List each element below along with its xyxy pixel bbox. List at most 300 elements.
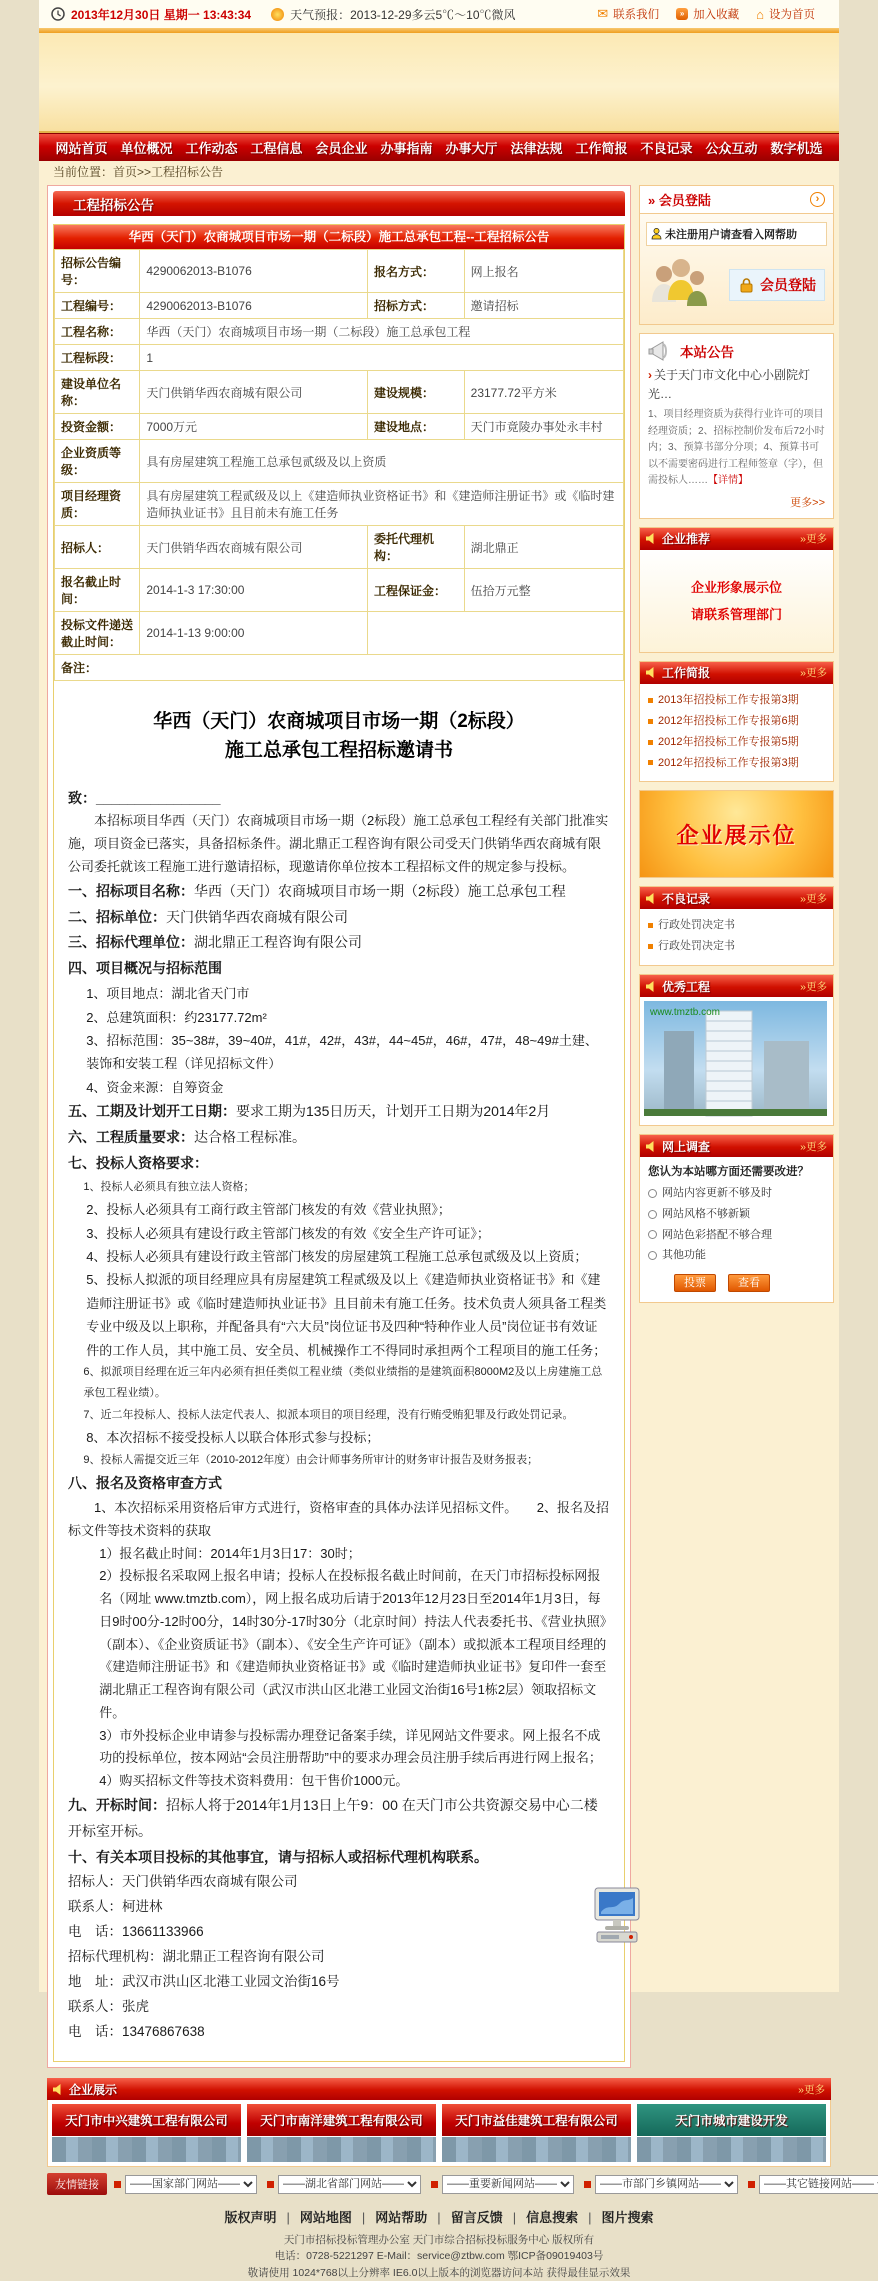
work-brief-more-link[interactable]: »更多 — [800, 667, 827, 680]
letter-line — [68, 1845, 610, 1871]
letter-line-text: 地 址：武汉市洪山区北港工业园文治街16号 — [68, 1974, 340, 1990]
letter-line-heading: 五、工期及计划开工日期： — [68, 1103, 236, 1120]
tab-tender-announcement[interactable]: 工程招标公告 — [73, 197, 154, 213]
letter-line-text: 联系人：张虎 — [68, 1999, 149, 2015]
radio-icon[interactable] — [648, 1251, 657, 1260]
letter-line — [68, 1970, 610, 1995]
speaker-icon — [53, 2084, 64, 2095]
company-banner[interactable] — [637, 2104, 826, 2162]
letter-line — [68, 1029, 610, 1076]
row-label: 委托代理机构： — [367, 526, 464, 569]
letter-line-text: 7、近二年投标人、投标人法定代表人、拟派本项目的项目经理，没有行贿受贿犯罪及行政处罚记录。 — [83, 1408, 574, 1421]
letter-line — [68, 810, 610, 878]
bad-record-title: 不良记录 — [662, 891, 711, 906]
online-poll-header — [640, 1135, 833, 1157]
row-value: 华西（天门）农商城项目市场一期（二标段）施工总承包工程 — [140, 319, 624, 345]
notice-detail-link[interactable]: 【详情】 — [708, 475, 748, 487]
member-login-body — [640, 214, 833, 324]
letter-line-heading: 一、招标项目名称： — [68, 882, 194, 899]
nav-item[interactable]: 数字机选 — [770, 141, 823, 156]
row-label: 建设规模： — [367, 371, 464, 414]
letter-line — [68, 1895, 610, 1920]
page — [39, 0, 839, 2279]
company-photo — [637, 2136, 826, 2162]
add-favorite-link[interactable]: 加入收藏 — [693, 9, 740, 21]
nav-item[interactable]: 工作动态 — [185, 141, 238, 156]
letter-line-text: 3、投标人必须具有建设行政主管部门核发的有效《安全生产许可证》； — [86, 1225, 490, 1241]
row-label: 工程名称： — [55, 319, 140, 345]
login-row — [646, 256, 827, 314]
letter-line — [68, 1362, 610, 1405]
megaphone-icon — [648, 340, 674, 362]
friend-links-label: 友情链接 — [47, 2173, 107, 2195]
square-bullet-icon — [648, 719, 653, 724]
letter-line-heading: 十、有关本项目投标的其他事宜，请与招标人或招标代理机构联系。 — [68, 1848, 488, 1865]
sun-icon — [271, 8, 284, 21]
company-photo — [52, 2136, 241, 2162]
table-row — [55, 371, 624, 414]
nav-item[interactable]: 办事大厅 — [445, 141, 498, 156]
envelope-icon: ✉ — [597, 6, 609, 21]
site-banner — [39, 33, 839, 133]
letter-line-text: 2、总建筑面积：约23177.72m² — [86, 1009, 267, 1025]
register-help-link[interactable] — [646, 222, 827, 246]
bad-record-header — [640, 887, 833, 909]
site-notice-title: 本站公告 — [680, 345, 734, 360]
lock-icon — [738, 277, 755, 294]
fine-project-title: 优秀工程 — [662, 979, 711, 994]
letter-line-text: 2、投标人必须具有工商行政主管部门核发的有效《营业执照》； — [86, 1202, 451, 1218]
footer-nav-item[interactable]: 网站帮助 | — [375, 2210, 450, 2225]
main-nav — [39, 133, 839, 161]
company-name: 天门市南洋建筑工程有限公司 — [247, 2104, 436, 2136]
work-brief-header — [640, 662, 833, 684]
company-banner[interactable] — [247, 2104, 436, 2162]
row-value: 23177.72平方米 — [464, 371, 623, 414]
square-bullet-icon — [748, 2181, 755, 2188]
speaker-icon — [646, 1141, 657, 1152]
speaker-icon — [646, 893, 657, 904]
letter-line-heading: 八、报名及资格审查方式 — [68, 1475, 222, 1492]
main-panel — [47, 185, 631, 2068]
row-value: 天门供销华西农商城有限公司 — [140, 371, 368, 414]
letter-line-text: 招标代理机构：湖北鼎正工程咨询有限公司 — [68, 1949, 325, 1965]
square-bullet-icon — [267, 2181, 274, 2188]
company-banner[interactable] — [52, 2104, 241, 2162]
work-brief-item-text: 2012年招投标工作专报第3期 — [658, 756, 799, 769]
company-name: 天门市城市建设开发 — [637, 2104, 826, 2136]
register-help-text: 未注册用户请查看入网帮助 — [665, 229, 797, 241]
photo-watermark: www.tmztb.com — [650, 1007, 721, 1019]
letter-line-text: 4、投标人必须具有建设行政主管部门核发的房屋建筑工程施工总承包贰级及以上资质； — [86, 1249, 588, 1265]
content-area — [39, 183, 839, 2068]
letter-line-text: 华西（天门）农商城项目市场一期（2标段）施工总承包工程 — [194, 882, 566, 899]
bad-record-list — [640, 909, 833, 965]
expand-arrow-icon[interactable]: › — [810, 192, 825, 207]
letter-line-heading: 致： — [68, 789, 96, 806]
enterprise-recommend-box — [639, 527, 834, 653]
footer-nav — [39, 2207, 839, 2226]
work-brief-item[interactable] — [648, 753, 825, 774]
letter-line — [68, 1565, 610, 1724]
work-brief-list — [640, 684, 833, 782]
row-label: 报名截止时间： — [55, 569, 140, 612]
member-login-label: 会员登陆 — [760, 277, 816, 293]
rss-icon: » — [676, 8, 688, 20]
bad-record-box — [639, 886, 834, 966]
letter-line — [68, 930, 610, 956]
footer-copyright — [39, 2232, 839, 2281]
radio-icon[interactable] — [648, 1230, 657, 1239]
members-people-graphic — [648, 256, 712, 314]
letter-line — [68, 1177, 610, 1198]
letter-line-heading: 三、招标代理单位： — [68, 934, 194, 951]
poll-option[interactable] — [648, 1245, 825, 1266]
letter-line-text: 1、项目地点：湖北省天门市 — [86, 986, 250, 1002]
enterprise-showcase-header — [47, 2078, 831, 2100]
letter-line — [68, 786, 610, 811]
letter-title-line2: 施工总承包工程招标邀请书 — [224, 740, 453, 762]
member-login-title: » 会员登陆 — [648, 193, 711, 208]
row-label: 工程保证金： — [367, 569, 464, 612]
fine-project-box — [639, 974, 834, 1126]
letter-line-text: 4）购买招标文件等技术资料费用：包干售价1000元。 — [99, 1773, 409, 1789]
row-value-empty — [367, 612, 623, 655]
letter-line — [68, 1995, 610, 2020]
notice-detail — [648, 407, 825, 490]
nav-item[interactable]: 公众互动 — [705, 141, 758, 156]
bad-record-item-text: 行政处罚决定书 — [658, 919, 735, 932]
speaker-icon — [646, 667, 657, 678]
contact-us-link[interactable]: 联系我们 — [613, 9, 660, 21]
square-bullet-icon — [648, 740, 653, 745]
enterprise-recommend-header — [640, 528, 833, 550]
notice-detail-text: 1、项目经理资质为获得行业许可的项目经理资质；2、招标控制价发布后72小时内；3、预算书部分分项；4、预算书可以不需要密码进行工程师签章（字），但需投标人…… — [648, 409, 825, 487]
row-label: 工程标段： — [55, 345, 140, 371]
site-notice-box — [639, 333, 834, 519]
row-value: 具有房屋建筑工程贰级及以上《建造师执业资格证书》和《建造师注册证书》或《临时建造师执业证书》且目前未有施工任务 — [140, 483, 624, 526]
member-login-header — [640, 186, 833, 214]
building-photo[interactable] — [644, 1001, 827, 1116]
fine-project-header — [640, 975, 833, 997]
speaker-icon — [646, 981, 657, 992]
work-brief-item[interactable] — [648, 711, 825, 732]
person-icon — [651, 228, 662, 240]
table-row — [55, 414, 624, 440]
row-label: 备注： — [55, 655, 624, 681]
top-bar — [39, 0, 839, 28]
square-bullet-icon — [648, 923, 653, 928]
home-icon: ⌂ — [756, 6, 764, 22]
work-brief-box — [639, 661, 834, 783]
letter-line — [68, 1450, 610, 1471]
letter-line — [68, 956, 610, 982]
row-label: 招标方式： — [367, 293, 464, 319]
row-label: 工程编号： — [55, 293, 140, 319]
footer-line: 电话：0728-5221297 E-Mail：service@ztbw.com 鄂ICP备09019403号 — [274, 2250, 604, 2263]
letter-line-text: 9、投标人需提交近三年（2010-2012年度）由会计师事务所审计的财务审计报告及财务报表； — [83, 1453, 539, 1466]
letter-line-text: 本招标项目华西（天门）农商城项目市场一期（2标段）施工总承包工程经有关部门批准实施，项目资金已落实，具备招标条件。湖北鼎正工程咨询有限公司受天门供销华西农商城有限公司委托就该工程施工进行邀请招标，现邀请你单位按本工程招标文件的规定参与投标。 — [68, 813, 609, 874]
poll-option[interactable] — [648, 1204, 825, 1225]
site-notice-body — [640, 364, 833, 518]
friend-link-select[interactable] — [759, 2175, 878, 2194]
row-value: 2014-1-3 17:30:00 — [140, 569, 368, 612]
letter-line — [68, 1945, 610, 1970]
bad-record-item[interactable] — [648, 915, 825, 936]
footer-nav-item[interactable]: 信息搜索 | — [526, 2210, 601, 2225]
letter-line — [68, 1099, 610, 1125]
letter-line — [68, 1870, 610, 1895]
letter-line-heading: 九、开标时间： — [68, 1796, 166, 1813]
online-poll-body — [640, 1157, 833, 1302]
row-label: 建设地点： — [367, 414, 464, 440]
letter-line — [68, 1497, 610, 1543]
letter-line-heading: 二、招标单位： — [68, 908, 166, 925]
letter-title — [68, 707, 610, 766]
row-label: 项目经理资质： — [55, 483, 140, 526]
letter-line — [68, 982, 610, 1005]
current-datetime: 2013年12月30日 星期一 13:43:34 — [71, 7, 252, 22]
square-bullet-icon — [431, 2181, 438, 2188]
letter-line — [68, 879, 610, 905]
letter-line — [68, 1543, 610, 1566]
enterprise-recommend-more-link[interactable]: »更多 — [800, 533, 827, 546]
work-brief-item[interactable] — [648, 690, 825, 711]
speaker-icon — [646, 533, 657, 544]
letter-title-line1: 华西（天门）农商城项目市场一期（2标段） — [153, 711, 525, 732]
nav-item[interactable]: 工作简报 — [575, 141, 628, 156]
square-bullet-icon — [648, 760, 653, 765]
online-poll-title: 网上调查 — [662, 1139, 711, 1154]
fine-project-more-link[interactable]: »更多 — [800, 980, 827, 993]
row-value: 7000万元 — [140, 414, 368, 440]
table-row — [55, 569, 624, 612]
friend-link-group — [267, 2175, 421, 2194]
bad-record-more-link[interactable]: »更多 — [800, 892, 827, 905]
panel-tab-bar — [53, 191, 625, 216]
weather-forecast: 天气预报：2013-12-29多云5℃～10℃微风 — [290, 7, 516, 22]
radio-icon[interactable] — [648, 1210, 657, 1219]
clock-icon — [51, 7, 65, 21]
letter-line — [68, 1770, 610, 1793]
work-brief-item[interactable] — [648, 732, 825, 753]
letter-line — [68, 1151, 610, 1177]
friend-links-selects — [114, 2175, 878, 2194]
footer-nav-item[interactable]: 网站地图 | — [300, 2210, 375, 2225]
footer-line: 天门市招标投标管理办公室 天门市综合招标投标服务中心 版权所有 — [283, 2234, 595, 2247]
friend-link-group — [584, 2175, 738, 2194]
nav-item[interactable]: 法律法规 — [510, 141, 563, 156]
member-login-button[interactable] — [729, 269, 825, 301]
promo-line1: 企业形象展示位 — [690, 579, 782, 595]
row-value: 4290062013-B1076 — [140, 293, 368, 319]
enterprise-recommend-body — [640, 550, 833, 652]
poll-option[interactable] — [648, 1225, 825, 1246]
letter-body — [68, 786, 610, 2045]
letter-line-text: 3、招标范围：35~38#，39~40#，41#，42#，43#，44~45#，46#，47#，48~49#土建、装饰和安装工程（详见招标文件） — [86, 1032, 598, 1072]
letter-line-text: 达合格工程标准。 — [194, 1129, 306, 1146]
letter-line — [68, 1426, 610, 1449]
square-bullet-icon — [584, 2181, 591, 2188]
letter-line — [68, 1222, 610, 1245]
letter-line — [68, 1725, 610, 1771]
letter-line-text: 要求工期为135日历天，计划开工日期为2014年2月 — [236, 1103, 551, 1120]
row-label: 企业资质等级： — [55, 440, 140, 483]
nav-item[interactable]: 会员企业 — [315, 141, 368, 156]
invitation-letter — [54, 681, 624, 2061]
enterprise-showcase-banner[interactable] — [639, 790, 834, 878]
table-row — [55, 250, 624, 293]
online-poll-more-link[interactable]: »更多 — [800, 1140, 827, 1153]
poll-option-text: 网站色彩搭配不够合理 — [662, 1228, 772, 1241]
tender-title-banner: 华西（天门）农商城项目市场一期（二标段）施工总承包工程--工程招标公告 — [54, 225, 624, 249]
poll-option-text: 网站内容更新不够及时 — [662, 1186, 772, 1199]
letter-line-text: 1、投标人必须具有独立法人资格； — [83, 1180, 255, 1193]
vote-button[interactable]: 投票 — [674, 1274, 716, 1292]
letter-line-text: 1、本次招标采用资格后审方式进行，资格审查的具体办法详见招标文件。 2、报名及招标文件等技术资料的获取 — [68, 1500, 609, 1538]
tender-info-table — [54, 249, 624, 681]
square-bullet-icon — [648, 944, 653, 949]
top-links — [597, 6, 827, 22]
friend-link-select[interactable] — [278, 2175, 421, 2194]
work-brief-item-text: 2012年招投标工作专报第5期 — [658, 735, 799, 748]
friend-link-select[interactable] — [595, 2175, 738, 2194]
footer-nav-item[interactable]: 版权声明 | — [224, 2210, 299, 2225]
friend-link-select[interactable] — [125, 2175, 257, 2194]
nav-item[interactable]: 不良记录 — [640, 141, 693, 156]
table-row — [55, 319, 624, 345]
table-row — [55, 612, 624, 655]
row-label: 招标人： — [55, 526, 140, 569]
bad-record-item[interactable] — [648, 936, 825, 957]
poll-question: 您认为本站哪方面还需要改进？ — [648, 1166, 809, 1179]
breadcrumb: 当前位置：首页>>工程招标公告 — [53, 165, 224, 179]
company-banner-strip — [47, 2100, 831, 2167]
letter-line-heading: 四、项目概况与招标范围 — [68, 960, 222, 977]
row-label: 招标公告编号： — [55, 250, 140, 293]
row-value: 伍拾万元整 — [464, 569, 623, 612]
work-brief-item-text: 2013年招投标工作专报第3期 — [658, 693, 799, 706]
nav-item[interactable]: 办事指南 — [380, 141, 433, 156]
online-poll-box — [639, 1134, 834, 1303]
letter-line — [68, 1198, 610, 1221]
sidebar — [639, 185, 834, 1303]
table-row — [55, 440, 624, 483]
letter-line — [68, 1268, 610, 1362]
notice-more-link[interactable]: 更多>> — [790, 496, 825, 509]
row-value: 天门供销华西农商城有限公司 — [140, 526, 368, 569]
letter-line-text: 招标人：天门供销华西农商城有限公司 — [68, 1874, 298, 1890]
row-value: 2014-1-13 9:00:00 — [140, 612, 368, 655]
poll-option-text: 其他功能 — [662, 1249, 706, 1262]
enterprise-recommend-title: 企业推荐 — [662, 532, 711, 547]
fine-project-body — [640, 997, 833, 1125]
table-row — [55, 526, 624, 569]
table-row — [55, 655, 624, 681]
letter-line-text: 电 话：13476867638 — [68, 2024, 205, 2040]
enterprise-showcase-title: 企业展示 — [69, 2082, 118, 2097]
showcase-banner-text: 企业展示位 — [676, 822, 797, 848]
company-photo — [442, 2136, 631, 2162]
table-row — [55, 345, 624, 371]
letter-line-text: 4、资金来源：自筹资金 — [86, 1079, 224, 1095]
letter-line — [68, 1245, 610, 1268]
company-name: 天门市益佳建筑工程有限公司 — [442, 2104, 631, 2136]
letter-line-text: 天门供销华西农商城有限公司 — [166, 908, 348, 925]
letter-line-text: 联系人：柯进林 — [68, 1899, 163, 1915]
notice-item[interactable] — [648, 366, 825, 404]
letter-line — [68, 905, 610, 931]
company-name: 天门市中兴建筑工程有限公司 — [52, 2104, 241, 2136]
view-results-button[interactable]: 查看 — [728, 1274, 770, 1292]
letter-line-text: 湖北鼎正工程咨询有限公司 — [194, 934, 362, 951]
row-label: 建设单位名称： — [55, 371, 140, 414]
poll-option-text: 网站风格不够新颖 — [662, 1207, 750, 1220]
letter-line — [68, 1076, 610, 1099]
radio-icon[interactable] — [648, 1189, 657, 1198]
letter-line-heading: 六、工程质量要求： — [68, 1129, 194, 1146]
letter-line — [68, 1405, 610, 1426]
row-value: 1 — [140, 345, 624, 371]
letter-line-text: 1）报名截止时间：2014年1月3日17：30时； — [99, 1545, 361, 1561]
row-value: 网上报名 — [464, 250, 623, 293]
nav-item[interactable]: 网站首页 — [55, 141, 108, 156]
poll-options — [648, 1183, 825, 1267]
nav-item[interactable]: 工程信息 — [250, 141, 303, 156]
letter-line — [68, 2020, 610, 2045]
letter-line-heading: 七、投标人资格要求： — [68, 1154, 208, 1171]
footer-nav-item[interactable]: 图片搜索 — [601, 2210, 654, 2226]
member-login-box — [639, 185, 834, 325]
letter-line-text: 2）投标报名采取网上报名申请；投标人在投标报名截止时间前，在天门市招标投标网报名（网址 www.tmztb.com），网上报名成功后请于2013年12月23日至2014年1月3日，每日9时00分-12时00分，14时30分-17时30分（北京时间）持法人代表委托书、《营业执照》（副本）、《企业资质证书》（副本）、《安全生产许可证》（副本）或拟派本工程项目经理的《建造师注册证书》和《建造师执业资格证书》或《临时建造师执业证书》复印件一套至湖北鼎正工程咨询有限公司（武汉市洪山区北港工业园文治街16号1栋2层）领取招标文件。 — [99, 1568, 607, 1720]
letter-line — [68, 1793, 610, 1845]
work-brief-item-text: 2012年招投标工作专报第6期 — [658, 714, 799, 727]
square-bullet-icon — [114, 2181, 121, 2188]
tender-document — [53, 224, 625, 2062]
letter-line — [68, 1471, 610, 1497]
poll-option[interactable] — [648, 1183, 825, 1204]
row-value: 4290062013-B1076 — [140, 250, 368, 293]
row-value: 天门市竟陵办事处永丰村 — [464, 414, 623, 440]
square-bullet-icon — [648, 698, 653, 703]
letter-line-text: 电 话：13661133966 — [68, 1924, 204, 1940]
site-notice-header — [640, 334, 833, 364]
letter-line-text: 3）市外投标企业申请参与投标需办理登记备案手续，详见网站文件要求。网上报名不成功的投标单位，按本网站“会员注册帮助”中的要求办理会员注册手续后再进行网上报名； — [99, 1727, 602, 1766]
letter-line-text: 6、拟派项目经理在近三年内必须有担任类似工程业绩（类似业绩指的是建筑面积8000M2及以上房建施工总承包工程业绩）。 — [83, 1365, 603, 1400]
nav-item[interactable]: 单位概况 — [120, 141, 173, 156]
row-value: 具有房屋建筑工程施工总承包贰级及以上资质 — [140, 440, 624, 483]
company-photo — [247, 2136, 436, 2162]
work-brief-title: 工作简报 — [662, 666, 711, 681]
bad-record-item-text: 行政处罚决定书 — [658, 940, 735, 953]
notice-item-text: 关于天门市文化中心小剧院灯光… — [648, 368, 811, 402]
friend-link-group — [431, 2175, 574, 2194]
friend-link-select[interactable] — [442, 2175, 574, 2194]
letter-line-text: ________________ — [96, 789, 221, 806]
enterprise-showcase-section — [47, 2078, 831, 2167]
footer-nav-item[interactable]: 留言反馈 | — [451, 2210, 526, 2225]
row-value: 湖北鼎正 — [464, 526, 623, 569]
enterprise-showcase-more-link[interactable]: »更多 — [798, 2083, 825, 2096]
poll-buttons — [648, 1274, 825, 1292]
company-banner[interactable] — [442, 2104, 631, 2162]
set-homepage-link[interactable]: 设为首页 — [769, 9, 815, 21]
footer-line: 敬请使用 1024*768以上分辨率 IE6.0以上版本的浏览器访问本站 获得最佳显示效果 — [247, 2266, 631, 2279]
row-value: 邀请招标 — [464, 293, 623, 319]
letter-line-text: 8、本次招标不接受投标人以联合体形式参与投标； — [86, 1430, 380, 1446]
letter-line — [68, 1920, 610, 1945]
row-label: 报名方式： — [367, 250, 464, 293]
